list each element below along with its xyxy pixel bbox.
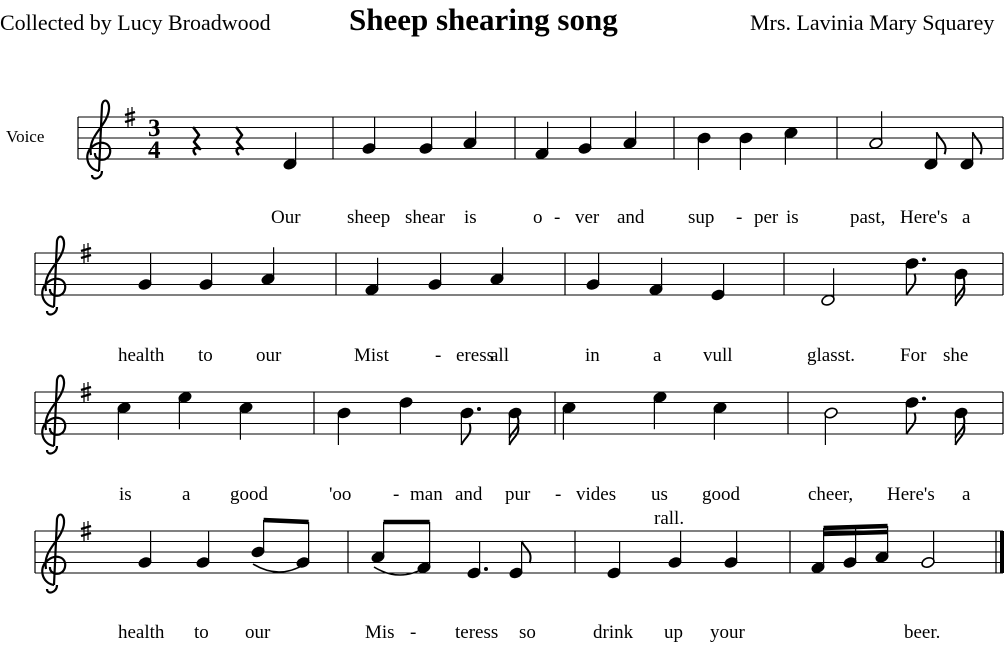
lyric-syllable: drink	[593, 622, 634, 643]
singer-credit: Mrs. Lavinia Mary Squarey	[750, 10, 995, 35]
lyric-syllable: good	[230, 484, 268, 505]
lyric-hyphen: -	[410, 622, 417, 643]
lyric-syllable: Here's	[887, 484, 935, 505]
lyric-syllable: to	[198, 345, 213, 366]
lyric-syllable: vides	[576, 484, 617, 505]
lyric-syllable: o	[533, 207, 543, 228]
lyric-syllable: pur	[505, 484, 531, 505]
augmentation-dot	[484, 567, 488, 571]
lyric-syllable: and	[617, 207, 645, 228]
lyric-syllable: our	[245, 622, 271, 643]
lyric-syllable: past,	[850, 207, 886, 228]
lyric-syllable: our	[256, 345, 282, 366]
treble-clef-icon	[42, 237, 65, 315]
lyric-syllable: she	[943, 345, 969, 366]
time-signature-bottom: 4	[148, 137, 161, 164]
note-beam	[824, 526, 888, 528]
lyric-syllable: health	[118, 622, 165, 643]
augmentation-dot	[477, 407, 481, 411]
staff-system	[35, 253, 1003, 295]
note-beam	[824, 532, 888, 534]
quarter-rest-icon	[193, 127, 200, 155]
lyric-syllable: your	[710, 622, 745, 643]
lyric-syllable: is	[464, 207, 477, 228]
lyric-hyphen: -	[736, 207, 743, 228]
lyric-syllable: glasst.	[807, 345, 856, 366]
lyric-syllable: man	[410, 484, 443, 505]
note-flag	[937, 132, 946, 154]
lyric-syllable: health	[118, 345, 165, 366]
augmentation-dot	[922, 397, 926, 401]
note-beam	[264, 520, 309, 522]
lyric-syllable: a	[182, 484, 191, 505]
lyric-syllable: vull	[703, 345, 733, 366]
lyric-syllable: is	[119, 484, 132, 505]
treble-clef-icon	[42, 376, 65, 454]
rallentando-direction: rall.	[654, 508, 685, 529]
lyric-syllable: so	[519, 622, 536, 643]
augmentation-dot	[922, 258, 926, 262]
lyric-syllable: a	[962, 207, 971, 228]
lyric-syllable: good	[702, 484, 740, 505]
lyric-syllable: per	[754, 207, 779, 228]
lyric-syllable: sheep	[347, 207, 391, 228]
lyric-syllable: to	[194, 622, 209, 643]
lyric-syllable: is	[786, 207, 799, 228]
lyric-syllable: 'oo	[329, 484, 352, 505]
lyric-syllable: a	[653, 345, 662, 366]
lyric-syllable: a	[962, 484, 971, 505]
lyric-syllable: Here's	[900, 207, 948, 228]
lyric-syllable: Mis	[365, 622, 395, 643]
lyric-syllable: up	[664, 622, 683, 643]
lyric-syllable: all	[490, 345, 509, 366]
lyric-syllable: ver	[575, 207, 600, 228]
lyric-syllable: eress	[456, 345, 494, 366]
quarter-rest-icon	[236, 127, 243, 155]
lyric-syllable: shear	[405, 207, 446, 228]
lyric-hyphen: -	[393, 484, 400, 505]
lyric-syllable: and	[455, 484, 483, 505]
lyric-syllable: Our	[271, 207, 301, 228]
lyric-syllable: sup	[688, 207, 715, 228]
collector-credit: Collected by Lucy Broadwood	[0, 10, 271, 35]
time-signature-top: 3	[148, 115, 161, 142]
lyric-syllable: Mist	[354, 345, 389, 366]
lyric-hyphen: -	[555, 484, 562, 505]
treble-clef-icon	[42, 515, 65, 593]
lyric-syllable: teress	[455, 622, 499, 643]
lyric-hyphen: -	[435, 345, 442, 366]
staff-system	[35, 531, 1003, 573]
instrument-label: Voice	[6, 127, 45, 146]
lyric-hyphen: -	[554, 207, 561, 228]
lyric-syllable: in	[585, 345, 600, 366]
note-flag	[973, 132, 982, 154]
lyric-syllable: beer.	[904, 622, 941, 643]
song-title: Sheep shearing song	[349, 2, 618, 37]
lyric-syllable: cheer,	[808, 484, 854, 505]
treble-clef-icon	[87, 101, 110, 179]
lyric-syllable: us	[651, 484, 668, 505]
lyric-syllable: For	[900, 345, 927, 366]
